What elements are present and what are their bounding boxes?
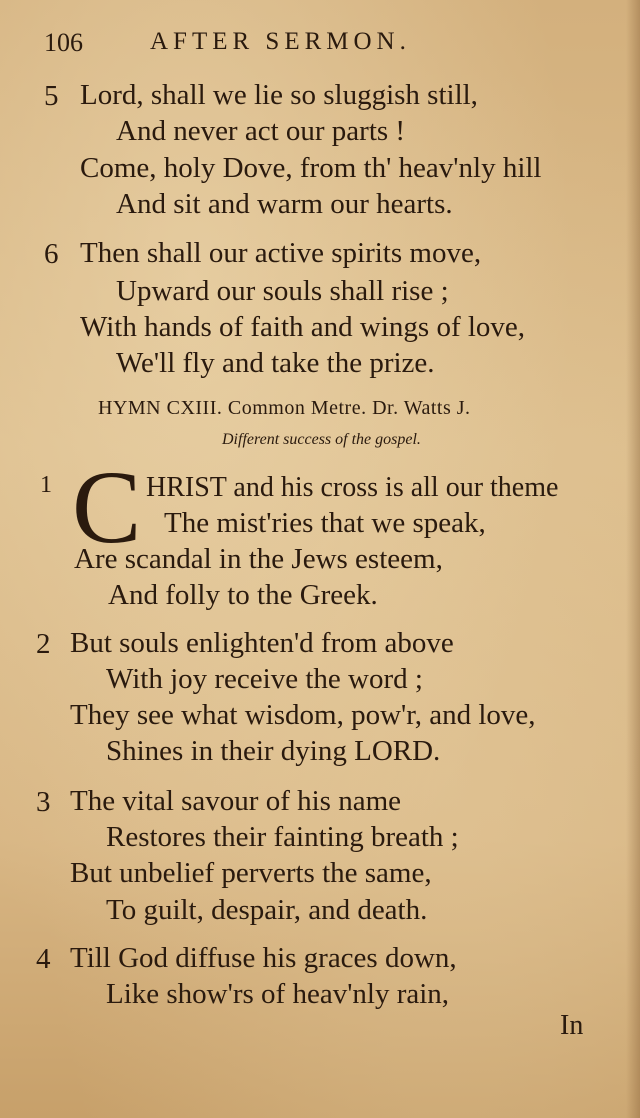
verse-line: They see what wisdom, pow'r, and love, (70, 699, 536, 731)
verse-number: 2 (36, 628, 51, 660)
hymn-title: HYMN CXIII. Common Metre. Dr. Watts J. (98, 397, 471, 419)
verse-line: To guilt, despair, and death. (106, 894, 428, 926)
running-title: AFTER SERMON. (150, 28, 411, 55)
verse-line: Till God diffuse his graces down, (70, 942, 457, 974)
verse-number: 1 (40, 472, 52, 498)
verse-line: Shines in their dying LORD. (106, 735, 441, 767)
page-number: 106 (44, 28, 83, 57)
verse-line: Restores their fainting breath ; (106, 821, 459, 853)
verse-line: And folly to the Greek. (108, 579, 378, 611)
verse-number: 4 (36, 943, 51, 975)
verse-line: But unbelief perverts the same, (70, 857, 432, 889)
verse-line: HRIST and his cross is all our theme (146, 472, 559, 503)
drop-cap: C (72, 450, 142, 565)
verse-line: We'll fly and take the prize. (116, 347, 435, 379)
verse-line: Upward our souls shall rise ; (116, 275, 449, 307)
catchword: In (560, 1010, 584, 1041)
verse-number: 6 (44, 238, 59, 270)
verse-number: 3 (36, 786, 51, 818)
verse-line: Come, holy Dove, from th' heav'nly hill (80, 152, 542, 184)
verse-line: But souls enlighten'd from above (70, 627, 454, 659)
verse-line: With joy receive the word ; (106, 663, 423, 695)
verse-line: Are scandal in the Jews esteem, (74, 543, 443, 575)
verse-line: Then shall our active spirits move, (80, 237, 482, 269)
hymn-subtitle: Different success of the gospel. (222, 431, 421, 448)
verse-line: The mist'ries that we speak, (164, 507, 486, 539)
verse-line: And never act our parts ! (116, 115, 406, 147)
verse-number: 5 (44, 80, 59, 112)
verse-line: Like show'rs of heav'nly rain, (106, 978, 450, 1010)
verse-line: And sit and warm our hearts. (116, 188, 453, 220)
verse-line: The vital savour of his name (70, 785, 401, 817)
verse-line: With hands of faith and wings of love, (80, 311, 526, 343)
verse-line: Lord, shall we lie so sluggish still, (80, 79, 478, 111)
